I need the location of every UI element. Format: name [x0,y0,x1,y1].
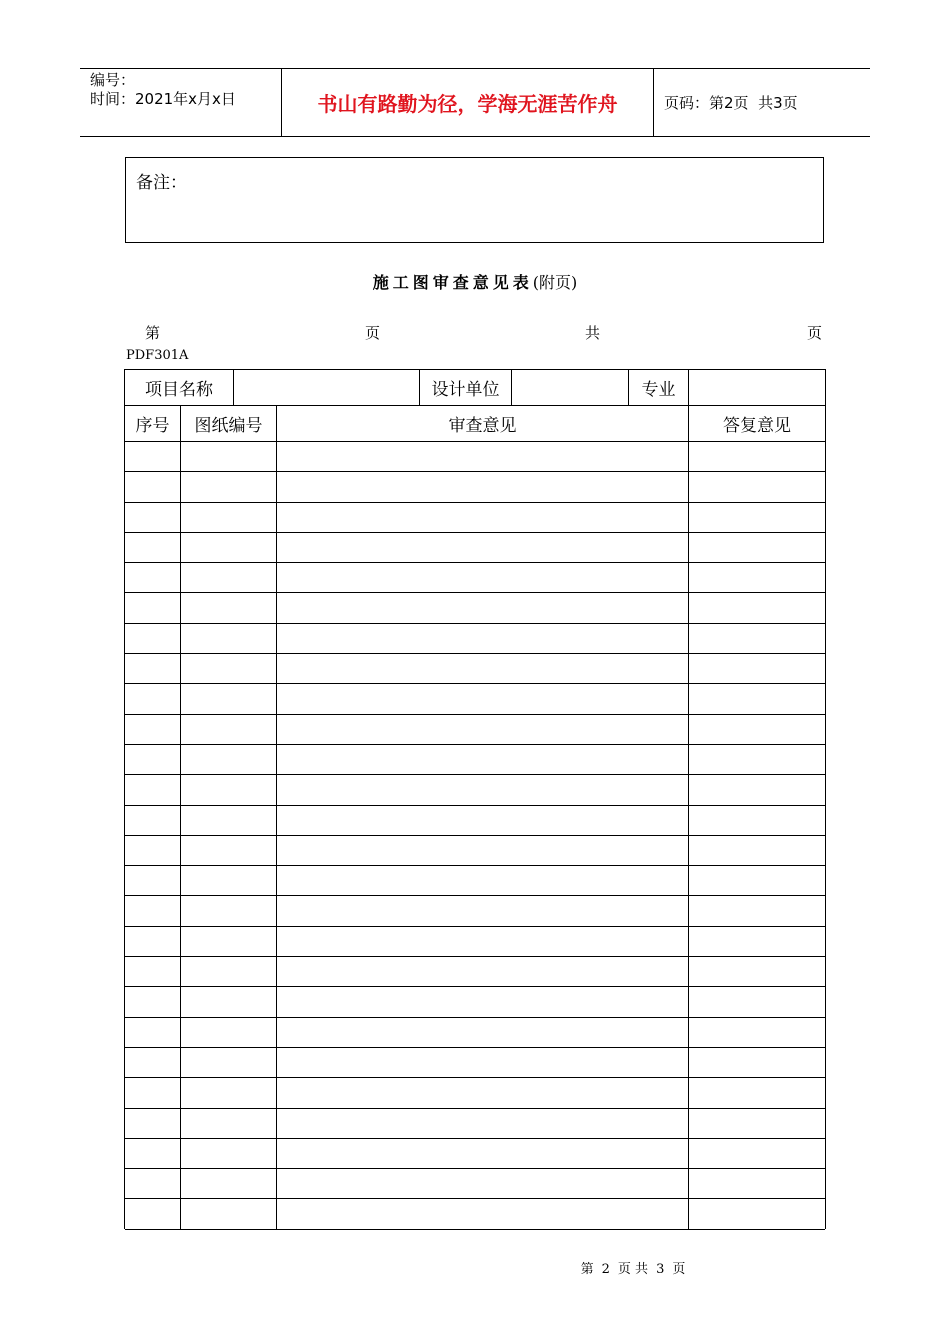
col-drawing-no-header: 图纸编号 [181,406,277,441]
table-row[interactable] [125,1048,825,1078]
form-title-sub: (附页) [532,273,578,292]
table-row[interactable] [125,563,825,593]
table-row[interactable] [125,1169,825,1199]
table-row[interactable] [125,866,825,896]
notes-label: 备注： [136,173,187,193]
page-footer [0,1258,950,1277]
col-seq-header: 序号 [125,406,181,441]
footer-prefix: 第 [580,1262,594,1277]
table-row[interactable] [125,715,825,745]
footer-total: 3 [656,1262,665,1277]
reply-column-line [688,442,689,1229]
table-row[interactable] [125,775,825,805]
table-row[interactable] [125,684,825,714]
table-row[interactable] [125,472,825,502]
table-row[interactable] [125,987,825,1017]
footer-suffix: 页 [672,1262,686,1277]
page-count-line [145,322,823,344]
table-row[interactable] [125,745,825,775]
project-info-row [125,370,825,406]
table-row[interactable] [125,897,825,927]
table-row[interactable] [125,503,825,533]
table-row[interactable] [125,957,825,987]
specialty-label: 专业 [629,370,689,405]
table-row[interactable] [125,927,825,957]
table-row[interactable] [125,442,825,472]
review-table [124,369,826,1229]
table-row[interactable] [125,624,825,654]
table-row[interactable] [125,836,825,866]
notes-box[interactable] [125,157,824,243]
seq-column-line [180,442,181,1229]
table-row[interactable] [125,1018,825,1048]
table-row[interactable] [125,1200,825,1230]
page-count-ye1: 页 [365,324,381,342]
footer-mid: 页 共 [617,1262,649,1277]
page-info: 页码：第2页 共3页 [664,94,798,112]
form-title-main: 施工图审查意见表 [372,273,533,292]
page-count-gong: 共 [585,324,601,342]
table-row[interactable] [125,806,825,836]
design-unit-label: 设计单位 [420,370,512,405]
project-name-field[interactable] [234,370,420,405]
project-name-label: 项目名称 [125,370,234,405]
col-reply-header: 答复意见 [723,416,791,436]
table-row[interactable] [125,654,825,684]
form-code: PDF301A [126,348,189,363]
page-header [80,68,870,137]
column-header-row [125,406,825,442]
table-row[interactable] [125,533,825,563]
drawing-column-line [276,442,277,1229]
form-title [0,270,950,293]
footer-page: 2 [601,1262,610,1277]
header-info-cell [80,69,282,136]
table-row[interactable] [125,594,825,624]
design-unit-field[interactable] [512,370,629,405]
col-review-header: 审查意见 [277,406,689,441]
motto: 书山有路勤为径，学海无涯苦作舟 [282,69,654,136]
table-row[interactable] [125,1139,825,1169]
table-row[interactable] [125,1078,825,1108]
number-label: 编号： [90,71,136,89]
page-count-di: 第 [145,324,161,342]
table-row[interactable] [125,1109,825,1139]
specialty-field[interactable] [689,370,825,405]
page-count-ye2: 页 [807,324,823,342]
time-label: 时间：2021年x月x日 [90,90,236,108]
